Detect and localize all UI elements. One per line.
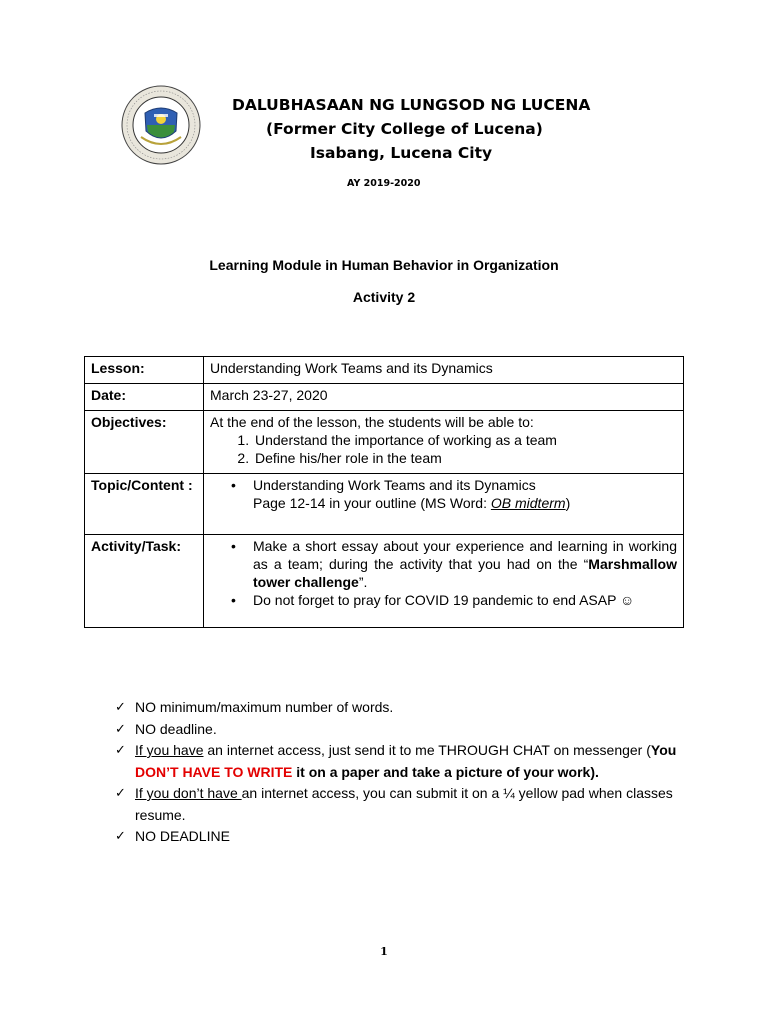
objectives-intro: At the end of the lesson, the students will be able to: — [210, 414, 534, 430]
objective-item: 2. Define his/her role in the team — [253, 449, 677, 467]
table-row-date — [85, 384, 684, 411]
college-seal-logo — [121, 85, 201, 165]
activity-cell — [204, 535, 684, 628]
table-row-lesson — [85, 357, 684, 384]
table-row-topic — [85, 474, 684, 535]
topic-ref-prefix: Page 12-14 in your outline (MS Word: — [253, 495, 491, 511]
page-number: 1 — [380, 945, 388, 958]
checklist-item-text: an internet access, just send it to me THROUGH CHAT on messenger ( — [203, 742, 651, 758]
checkmark-icon: ✓ — [115, 743, 126, 758]
checklist-item — [115, 783, 685, 826]
checklist-item-text: an internet access, you can submit it on a ¼ yellow pad when classes resume. — [135, 785, 673, 823]
activity-title: Activity 2 — [352, 289, 416, 305]
academic-year: AY 2019-2020 — [347, 178, 421, 189]
task-item-pray: • Do not forget to pray for COVID 19 pandemic to end ASAP ☺ — [253, 591, 677, 609]
task1-text: Make a short essay about your experience and learning in working as a team; during the activity that you had on the “ — [253, 538, 677, 572]
task-list — [210, 537, 677, 609]
checklist-item — [115, 826, 685, 848]
checkmark-icon: ✓ — [115, 721, 126, 737]
checklist-item — [115, 740, 685, 783]
institution-address: Isabang, Lucena City — [310, 144, 493, 162]
checklist-item-text: NO deadline. — [135, 720, 217, 737]
lesson-value: Understanding Work Teams and its Dynamics — [204, 357, 684, 384]
lesson-table — [84, 356, 684, 628]
checklist-item-text: NO DEADLINE — [135, 828, 230, 844]
checklist-item-underlined: If you don’t have — [135, 785, 242, 801]
checklist-item — [115, 719, 685, 741]
checklist-item — [115, 697, 685, 719]
topic-ref-suffix: ) — [565, 495, 571, 511]
topic-item — [253, 476, 677, 512]
task-item-essay — [253, 537, 677, 591]
instructions-checklist — [115, 697, 685, 848]
objective-item: 1. Understand the importance of working as a team — [253, 431, 677, 449]
task1-suffix: ”. — [358, 574, 368, 590]
table-row-activity — [85, 535, 684, 628]
objectives-list — [210, 431, 677, 467]
lesson-label: Lesson: — [85, 357, 204, 384]
checklist-item-underlined: If you have — [135, 742, 204, 758]
activity-label: Activity/Task: — [85, 535, 204, 628]
institution-former-name: (Former City College of Lucena) — [266, 120, 543, 138]
checklist-item-bold: You — [650, 742, 677, 758]
objectives-cell — [204, 411, 684, 474]
checkmark-icon: ✓ — [115, 786, 126, 801]
topic-list — [210, 476, 677, 512]
topic-cell — [204, 474, 684, 535]
checklist-item-text: NO minimum/maximum number of words. — [135, 699, 394, 715]
topic-item-text: Understanding Work Teams and its Dynamics — [253, 477, 536, 493]
checklist-item-bold: it on a paper and take a picture of your work). — [292, 763, 599, 780]
date-value: March 23-27, 2020 — [204, 384, 684, 411]
task1-challenge-name: Marshmallow tower challenge — [253, 556, 677, 590]
topic-ref-document: OB midterm — [490, 495, 566, 511]
topic-label: Topic/Content : — [85, 474, 204, 535]
checkmark-icon: ✓ — [115, 700, 126, 715]
institution-header — [232, 94, 590, 164]
module-title: Learning Module in Human Behavior in Organization — [209, 257, 559, 273]
institution-name: DALUBHASAAN NG LUNGSOD NG LUCENA — [232, 96, 591, 114]
objectives-label: Objectives: — [85, 411, 204, 474]
table-row-objectives — [85, 411, 684, 474]
checklist-item-red-emphasis: DON’T HAVE TO WRITE — [135, 763, 293, 780]
date-label: Date: — [85, 384, 204, 411]
checkmark-icon: ✓ — [115, 829, 126, 844]
